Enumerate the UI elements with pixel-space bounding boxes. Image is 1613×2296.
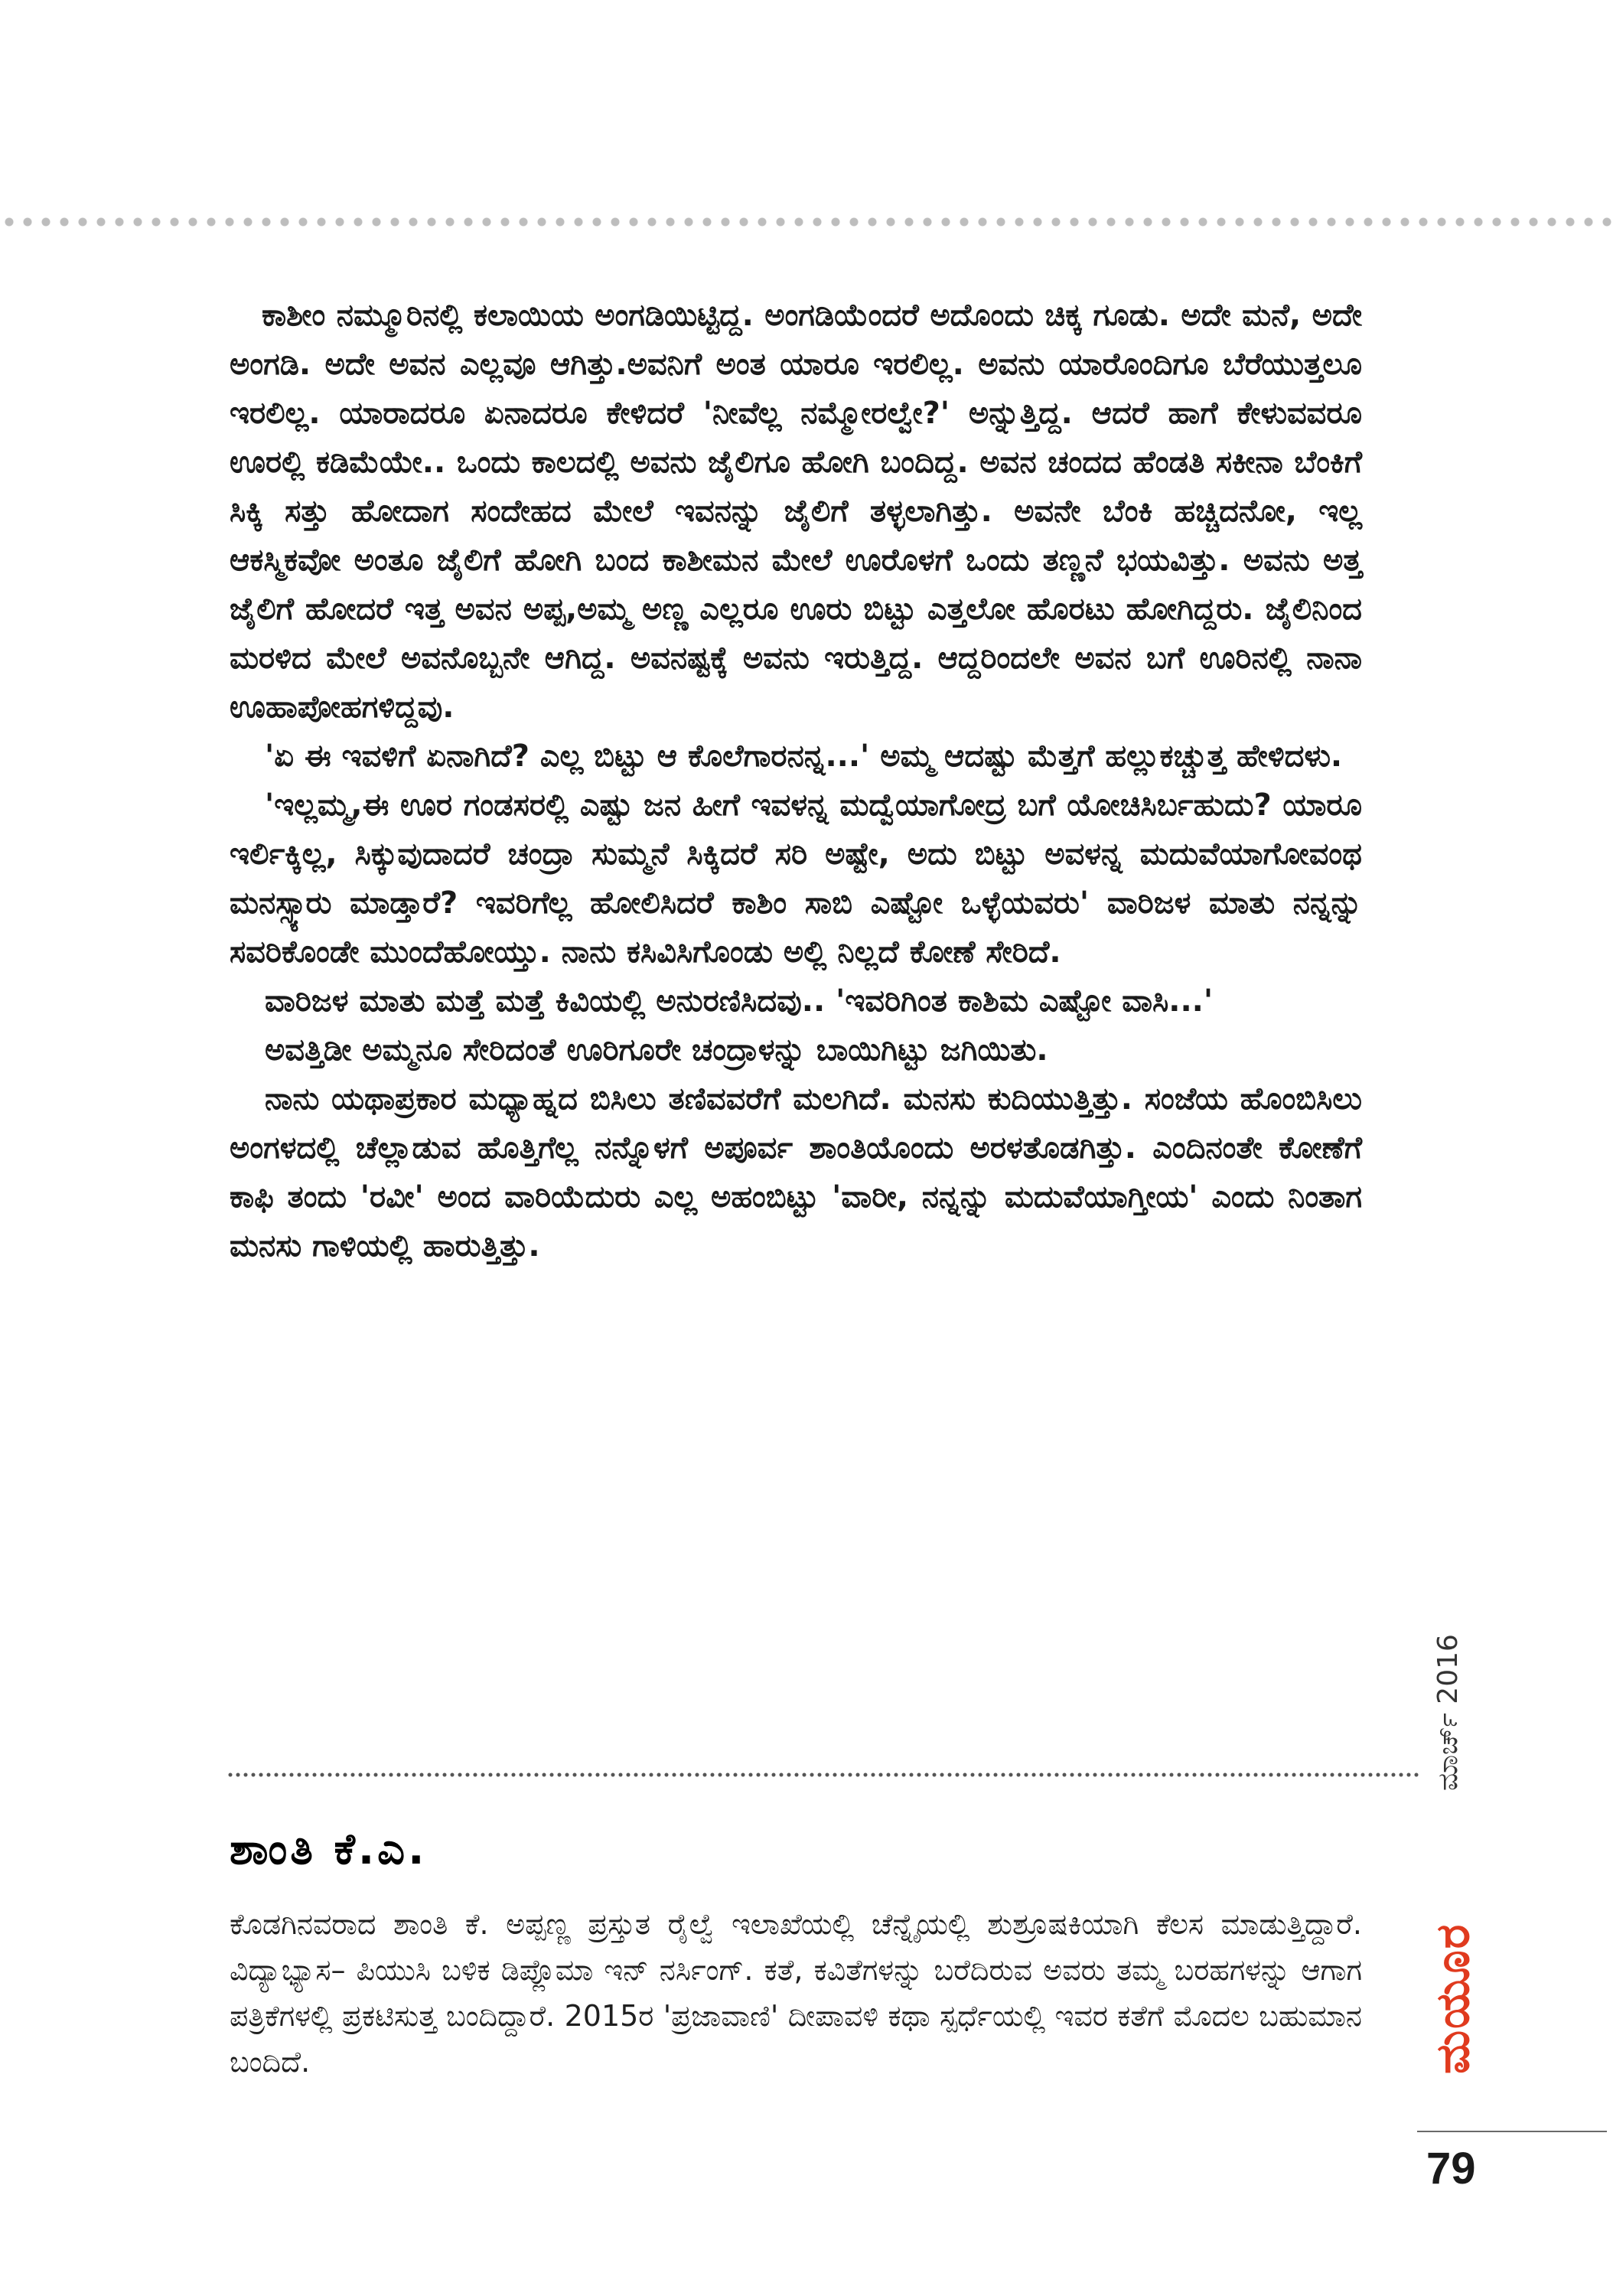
section-divider [226, 1773, 1420, 1777]
top-dotted-border [0, 217, 1613, 227]
story-paragraph: ಅವತ್ತಿಡೀ ಅಮ್ಮನೂ ಸೇರಿದಂತೆ ಊರಿಗೂರೇ ಚಂದ್ರಾಳನ್ನು ಬಾಯಿಗಿಟ್ಟು ಜಗಿಯಿತು. [265, 1032, 1048, 1068]
author-bio: ಕೊಡಗಿನವರಾದ ಶಾಂತಿ ಕೆ. ಅಪ್ಪಣ್ಣ ಪ್ರಸ್ತುತ ರೈಲ್ವೆ ಇಲಾಖೆಯಲ್ಲಿ ಚೆನ್ನೈಯಲ್ಲಿ ಶುಶ್ರೂಷಕಿಯಾಗಿ ಕೆಲಸ ಮಾಡುತ್ತಿದ್ದಾರೆ. ವಿದ್ಯಾಭ್ಯಾಸ– ಪಿಯುಸಿ ಬಳಿಕ ಡಿಪ್ಲೊಮಾ ಇನ್ ನರ್ಸಿಂಗ್. ಕತೆ, ಕವಿತೆಗಳನ್ನು ಬರೆದಿರುವ ಅವರು ತಮ್ಮ ಬರಹಗಳನ್ನು ಆಗಾಗ ಪತ್ರಿಕೆಗಳಲ್ಲಿ ಪ್ರಕಟಿಸುತ್ತ ಬಂದಿದ್ದಾರೆ. 2015ರ 'ಪ್ರಜಾವಾಣಿ' ದೀಪಾವಳಿ ಕಥಾ ಸ್ಪರ್ಧೆಯಲ್ಲಿ ಇವರ ಕತೆಗೆ ಮೊದಲ ಬಹುಮಾನ ಬಂದಿದೆ. [230, 1907, 1362, 2079]
author-name: ಶಾಂತಿ ಕೆ.ಎ. [230, 1825, 428, 1874]
page-number-rule [1417, 2131, 1607, 2132]
issue-date: ಮಾರ್ಚ್ 2016 [1432, 1634, 1464, 1791]
story-paragraph: 'ಏ ಈ ಇವಳಿಗೆ ಏನಾಗಿದೆ? ಎಲ್ಲ ಬಿಟ್ಟು ಆ ಕೊಲೆಗಾರನನ್ನ...' ಅಮ್ಮ ಆದಷ್ಟು ಮೆತ್ತಗೆ ಹಲ್ಲುಕಚ್ಚುತ್ತ ಹೇಳಿದಳು. [265, 739, 1343, 774]
story-body [230, 291, 1362, 1270]
story-paragraph: ವಾರಿಜಳ ಮಾತು ಮತ್ತೆ ಮತ್ತೆ ಕಿವಿಯಲ್ಲಿ ಅನುರಣಿಸಿದವು.. 'ಇವರಿಗಿಂತ ಕಾಶಿಮ ಎಷ್ಟೋ ವಾಸಿ...' [265, 983, 1214, 1019]
story-paragraph: ಕಾಶೀಂ ನಮ್ಮೂರಿನಲ್ಲಿ ಕಲಾಯಿಯ ಅಂಗಡಿಯಿಟ್ಟಿದ್ದ. ಅಂಗಡಿಯೆಂದರೆ ಅದೊಂದು ಚಿಕ್ಕ ಗೂಡು. ಅದೇ ಮನೆ, ಅದೇ ಅಂಗಡಿ. ಅದೇ ಅವನ ಎಲ್ಲವೂ ಆಗಿತ್ತು.ಅವನಿಗೆ ಅಂತ ಯಾರೂ ಇರಲಿಲ್ಲ. ಅವನು ಯಾರೊಂದಿಗೂ ಬೆರೆಯುತ್ತಲೂ ಇರಲಿಲ್ಲ. ಯಾರಾದರೂ ಏನಾದರೂ ಕೇಳಿದರೆ 'ನೀವೆಲ್ಲ ನಮ್ಮೋರಲ್ವೇ?' ಅನ್ನುತ್ತಿದ್ದ. ಆದರೆ ಹಾಗೆ ಕೇಳುವವರೂ ಊರಲ್ಲಿ ಕಡಿಮೆಯೇ.. ಒಂದು ಕಾಲದಲ್ಲಿ ಅವನು ಜೈಲಿಗೂ ಹೋಗಿ ಬಂದಿದ್ದ. ಅವನ ಚಂದದ ಹೆಂಡತಿ ಸಕೀನಾ ಬೆಂಕಿಗೆ ಸಿಕ್ಕಿ ಸತ್ತು ಹೋದಾಗ ಸಂದೇಹದ ಮೇಲೆ ಇವನನ್ನು ಜೈಲಿಗೆ ತಳ್ಳಲಾಗಿತ್ತು. ಅವನೇ ಬೆಂಕಿ ಹಚ್ಚಿದನೋ, ಇಲ್ಲ ಆಕಸ್ಮಿಕವೋ ಅಂತೂ ಜೈಲಿಗೆ ಹೋಗಿ ಬಂದ ಕಾಶೀಮನ ಮೇಲೆ ಊರೊಳಗೆ ಒಂದು ತಣ್ಣನೆ ಭಯವಿತ್ತು. ಅವನು ಅತ್ತ ಜೈಲಿಗೆ ಹೋದರೆ ಇತ್ತ ಅವನ ಅಪ್ಪ,ಅಮ್ಮ ಅಣ್ಣ ಎಲ್ಲರೂ ಊರು ಬಿಟ್ಟು ಎತ್ತಲೋ ಹೊರಟು ಹೋಗಿದ್ದರು. ಜೈಲಿನಿಂದ ಮರಳಿದ ಮೇಲೆ ಅವನೊಬ್ಬನೇ ಆಗಿದ್ದ. ಅವನಷ್ಟಕ್ಕೆ ಅವನು ಇರುತ್ತಿದ್ದ. ಆದ್ದರಿಂದಲೇ ಅವನ ಬಗೆ ಊರಿನಲ್ಲಿ ನಾನಾ ಊಹಾಪೋಹಗಳಿದ್ದವು. [230, 298, 1362, 725]
story-paragraph: 'ಇಲ್ಲಮ್ಮ,ಈ ಊರ ಗಂಡಸರಲ್ಲಿ ಎಷ್ಟು ಜನ ಹೀಗೆ ಇವಳನ್ನ ಮದ್ವೆಯಾಗೋದ್ರ ಬಗೆ ಯೋಚಿಸಿರ್ಬಹುದು? ಯಾರೂ ಇರ್ಲಿಕ್ಕಿಲ್ಲ, ಸಿಕ್ಕುವುದಾದರೆ ಚಂದ್ರಾ ಸುಮ್ಮನೆ ಸಿಕ್ಕಿದರೆ ಸರಿ ಅಷ್ಟೇ, ಅದು ಬಿಟ್ಟು ಅವಳನ್ನ ಮದುವೆಯಾಗೋವಂಥ ಮನಸ್ಸ್ಯಾರು ಮಾಡ್ತಾರೆ? ಇವರಿಗೆಲ್ಲ ಹೋಲಿಸಿದರೆ ಕಾಶಿಂ ಸಾಬಿ ಎಷ್ಟೋ ಒಳ್ಳೆಯವರು' ವಾರಿಜಳ ಮಾತು ನನ್ನನ್ನು ಸವರಿಕೊಂಡೇ ಮುಂದೆಹೋಯ್ತು. ನಾನು ಕಸಿವಿಸಿಗೊಂಡು ಅಲ್ಲಿ ನಿಲ್ಲದೆ ಕೋಣೆ ಸೇರಿದೆ. [230, 788, 1362, 970]
page-number: 79 [1426, 2144, 1476, 2193]
magazine-logo: ಮಯೂರ [1426, 1923, 1480, 2074]
story-paragraph: ನಾನು ಯಥಾಪ್ರಕಾರ ಮಧ್ಯಾಹ್ನದ ಬಿಸಿಲು ತಣಿವವರೆಗೆ ಮಲಗಿದೆ. ಮನಸು ಕುದಿಯುತ್ತಿತ್ತು. ಸಂಜೆಯ ಹೊಂಬಿಸಿಲು ಅಂಗಳದಲ್ಲಿ ಚೆಲ್ಲಾಡುವ ಹೊತ್ತಿಗೆಲ್ಲ ನನ್ನೊಳಗೆ ಅಪೂರ್ವ ಶಾಂತಿಯೊಂದು ಅರಳತೊಡಗಿತ್ತು. ಎಂದಿನಂತೇ ಕೋಣೆಗೆ ಕಾಫಿ ತಂದು 'ರವೀ' ಅಂದ ವಾರಿಯೆದುರು ಎಲ್ಲ ಅಹಂಬಿಟ್ಟು 'ವಾರೀ, ನನ್ನನ್ನು ಮದುವೆಯಾಗ್ತೀಯ' ಎಂದು ನಿಂತಾಗ ಮನಸು ಗಾಳಿಯಲ್ಲಿ ಹಾರುತ್ತಿತ್ತು. [230, 1081, 1362, 1264]
